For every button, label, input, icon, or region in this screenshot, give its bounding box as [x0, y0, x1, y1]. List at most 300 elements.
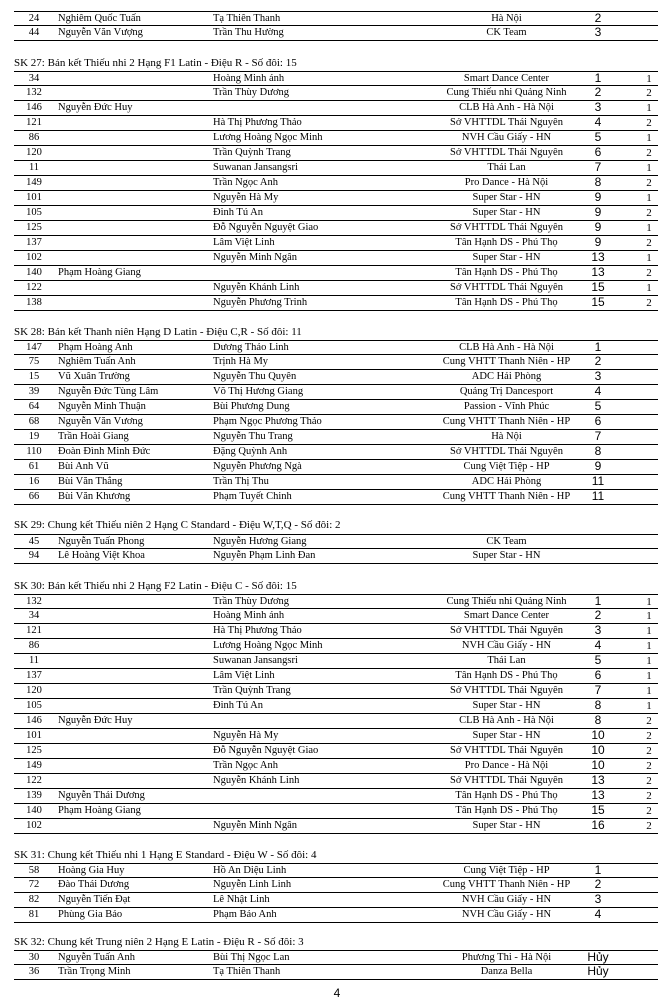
section-title: SK 32: Chung kết Trung niên 2 Hạng E Latin - Điệu R - Số đôi: 3 — [14, 936, 304, 948]
club-name: Pro Dance - Hà Nội — [464, 177, 549, 188]
rank: 7 — [594, 160, 602, 174]
female-dancer-name: Lương Hoàng Ngọc Minh — [213, 640, 323, 651]
couple-number: 105 — [26, 207, 42, 218]
female-dancer-name: Đặng Quỳnh Anh — [213, 446, 288, 457]
group-number: 2 — [646, 790, 652, 802]
male-dancer-name: Bùi Anh Vũ — [58, 461, 109, 472]
club-name: Cung VHTT Thanh Niên - HP — [442, 356, 571, 367]
female-dancer-name: Hà Thị Phương Thảo — [213, 117, 302, 128]
table-row — [14, 266, 658, 281]
group-number: 2 — [646, 805, 652, 817]
male-dancer-name: Nghiêm Tuấn Anh — [58, 356, 136, 367]
group-number: 1 — [646, 282, 652, 294]
table-row — [14, 759, 658, 774]
female-dancer-name: Trần Thị Thu — [213, 476, 269, 487]
table-row — [14, 684, 658, 699]
female-dancer-name: Nguyễn Thu Trang — [213, 431, 293, 442]
section-title: SK 31: Chung kết Thiếu nhi 1 Hạng E Standard - Điệu W - Số đôi: 4 — [14, 849, 317, 861]
group-number: 1 — [646, 700, 652, 712]
table-row — [14, 624, 658, 639]
male-dancer-name: Nguyễn Đức Huy — [58, 102, 133, 113]
couple-number: 122 — [26, 775, 42, 786]
rank: 3 — [594, 892, 602, 906]
rank: 9 — [594, 235, 602, 249]
club-name: CLB Hà Anh - Hà Nội — [459, 102, 554, 113]
rank: 9 — [594, 459, 602, 473]
couple-number: 34 — [28, 610, 40, 621]
table-row — [14, 445, 658, 460]
rank: 11 — [591, 474, 605, 488]
female-dancer-name: Đinh Tú An — [213, 207, 263, 218]
couple-number: 66 — [28, 491, 40, 502]
club-name: Super Star - HN — [472, 192, 541, 203]
rank: 15 — [591, 295, 605, 309]
couple-number: 39 — [28, 386, 40, 397]
rank: 3 — [594, 100, 602, 114]
female-dancer-name: Trần Thùy Dương — [213, 87, 290, 98]
group-number: 2 — [646, 730, 652, 742]
female-dancer-name: Trần Ngọc Anh — [213, 760, 278, 771]
male-dancer-name: Phạm Hoàng Giang — [58, 805, 141, 816]
group-number: 1 — [646, 670, 652, 682]
rank: 8 — [594, 175, 602, 189]
male-dancer-name: Phạm Hoàng Anh — [58, 342, 133, 353]
club-name: Cung VHTT Thanh Niên - HP — [442, 879, 571, 890]
couple-number: 102 — [26, 252, 42, 263]
couple-number: 34 — [28, 73, 40, 84]
rank: Hủy — [587, 964, 609, 978]
club-name: Sở VHTTDL Thái Nguyên — [450, 685, 563, 696]
couple-number: 102 — [26, 820, 42, 831]
female-dancer-name: Trần Thùy Dương — [213, 596, 290, 607]
couple-number: 121 — [26, 117, 42, 128]
club-name: Super Star - HN — [472, 820, 541, 831]
section-title: SK 29: Chung kết Thiếu niên 2 Hạng C Standard - Điệu W,T,Q - Số đôi: 2 — [14, 519, 341, 531]
couple-number: 94 — [28, 550, 40, 561]
male-dancer-name: Nguyễn Văn Vượng — [58, 27, 143, 38]
club-name: Sở VHTTDL Thái Nguyên — [450, 282, 563, 293]
couple-number: 15 — [28, 371, 40, 382]
rank: 13 — [591, 788, 605, 802]
table-row — [14, 161, 658, 176]
rank: 9 — [594, 190, 602, 204]
table-row — [14, 804, 658, 819]
table-row — [14, 789, 658, 804]
female-dancer-name: Nguyễn Thu Quyên — [213, 371, 297, 382]
rank: 2 — [594, 608, 602, 622]
couple-number: 140 — [26, 805, 42, 816]
male-dancer-name: Trần Trọng Minh — [58, 966, 131, 977]
rank: 10 — [591, 743, 605, 757]
female-dancer-name: Nguyễn Hà My — [213, 730, 279, 741]
section-title: SK 27: Bán kết Thiếu nhi 2 Hạng F1 Latin - Điệu R - Số đôi: 15 — [14, 57, 297, 69]
rank: Hủy — [587, 950, 609, 964]
couple-number: 86 — [28, 132, 40, 143]
club-name: Sở VHTTDL Thái Nguyên — [450, 745, 563, 756]
rank: 13 — [591, 773, 605, 787]
group-number: 1 — [646, 192, 652, 204]
club-name: Smart Dance Center — [463, 73, 550, 84]
page-number: 4 — [333, 986, 341, 1000]
female-dancer-name: Hà Thị Phương Thảo — [213, 625, 302, 636]
club-name: Super Star - HN — [472, 730, 541, 741]
couple-number: 120 — [26, 685, 42, 696]
table-row — [14, 950, 658, 965]
rank: 9 — [594, 205, 602, 219]
table-row — [14, 206, 658, 221]
couple-number: 11 — [28, 162, 40, 173]
couple-number: 105 — [26, 700, 42, 711]
table-row — [14, 251, 658, 266]
rank: 7 — [594, 683, 602, 697]
table-row — [14, 699, 658, 714]
group-number: 1 — [646, 625, 652, 637]
table-row — [14, 609, 658, 624]
group-number: 2 — [646, 207, 652, 219]
rank: 2 — [594, 11, 602, 25]
couple-number: 146 — [26, 715, 42, 726]
rank: 7 — [594, 429, 602, 443]
table-row — [14, 236, 658, 251]
group-number: 2 — [646, 177, 652, 189]
couple-number: 137 — [26, 237, 42, 248]
club-name: Super Star - HN — [472, 550, 541, 561]
couple-number: 146 — [26, 102, 42, 113]
club-name: NVH Cầu Giấy - HN — [461, 132, 552, 143]
club-name: CK Team — [486, 27, 527, 38]
club-name: Quảng Trị Dancesport — [459, 386, 554, 397]
couple-number: 147 — [26, 342, 42, 353]
couple-number: 82 — [28, 894, 40, 905]
female-dancer-name: Nguyễn Phạm Linh Đan — [213, 550, 316, 561]
club-name: CLB Hà Anh - Hà Nội — [459, 342, 554, 353]
female-dancer-name: Nguyễn Phương Ngà — [213, 461, 302, 472]
couple-number: 11 — [28, 655, 40, 666]
female-dancer-name: Nguyễn Phương Trinh — [213, 297, 308, 308]
group-number: 2 — [646, 297, 652, 309]
club-name: Sở VHTTDL Thái Nguyên — [450, 446, 563, 457]
female-dancer-name: Nguyễn Minh Ngân — [213, 820, 297, 831]
female-dancer-name: Hồ An Diệu Linh — [213, 865, 287, 876]
rank: 4 — [594, 907, 602, 921]
couple-number: 137 — [26, 670, 42, 681]
female-dancer-name: Lâm Việt Linh — [213, 670, 275, 681]
female-dancer-name: Phạm Tuyết Chinh — [213, 491, 292, 502]
rank: 1 — [594, 594, 602, 608]
group-number: 2 — [646, 775, 652, 787]
male-dancer-name: Bùi Văn Khương — [58, 491, 131, 502]
club-name: Cung Việt Tiệp - HP — [463, 865, 550, 876]
club-name: Cung VHTT Thanh Niên - HP — [442, 416, 571, 427]
club-name: Hà Nội — [491, 431, 522, 442]
rank: 6 — [594, 414, 602, 428]
male-dancer-name: Nguyễn Đức Huy — [58, 715, 133, 726]
male-dancer-name: Phùng Gia Bảo — [58, 909, 123, 920]
rank: 4 — [594, 638, 602, 652]
female-dancer-name: Trần Quỳnh Trang — [213, 685, 291, 696]
section-title: SK 30: Bán kết Thiếu nhi 2 Hạng F2 Latin - Điệu C - Số đôi: 15 — [14, 580, 297, 592]
table-row — [14, 654, 658, 669]
female-dancer-name: Hoàng Minh ánh — [213, 610, 285, 621]
club-name: Hà Nội — [491, 13, 522, 24]
female-dancer-name: Suwanan Jansangsri — [213, 655, 298, 666]
male-dancer-name: Lê Hoàng Việt Khoa — [58, 550, 145, 561]
rank: 10 — [591, 728, 605, 742]
couple-number: 122 — [26, 282, 42, 293]
table-row — [14, 639, 658, 654]
couple-number: 140 — [26, 267, 42, 278]
club-name: Phương Thi - Hà Nội — [461, 952, 552, 963]
club-name: Pro Dance - Hà Nội — [464, 760, 549, 771]
couple-number: 58 — [28, 865, 40, 876]
table-row — [14, 296, 658, 311]
rank: 5 — [594, 653, 602, 667]
female-dancer-name: Trịnh Hà My — [213, 356, 269, 367]
group-number: 1 — [646, 162, 652, 174]
rank: 2 — [594, 877, 602, 891]
club-name: Cung Thiếu nhi Quảng Ninh — [446, 596, 567, 607]
club-name: Tân Hạnh DS - Phú Thọ — [455, 670, 558, 681]
couple-number: 61 — [28, 461, 40, 472]
rank: 2 — [594, 354, 602, 368]
female-dancer-name: Nguyễn Hương Giang — [213, 536, 307, 547]
group-number: 1 — [646, 73, 652, 85]
couple-number: 64 — [28, 401, 40, 412]
male-dancer-name: Vũ Xuân Trường — [58, 371, 130, 382]
rank: 15 — [591, 803, 605, 817]
table-row — [14, 594, 658, 609]
group-number: 2 — [646, 820, 652, 832]
rank: 15 — [591, 280, 605, 294]
rank: 8 — [594, 444, 602, 458]
couple-number: 86 — [28, 640, 40, 651]
table-row — [14, 221, 658, 236]
couple-number: 68 — [28, 416, 40, 427]
club-name: CLB Hà Anh - Hà Nội — [459, 715, 554, 726]
club-name: Sở VHTTDL Thái Nguyên — [450, 775, 563, 786]
male-dancer-name: Nguyễn Đức Tùng Lâm — [58, 386, 159, 397]
table-row — [14, 116, 658, 131]
couple-number: 139 — [26, 790, 42, 801]
club-name: Tân Hạnh DS - Phú Thọ — [455, 267, 558, 278]
club-name: Super Star - HN — [472, 207, 541, 218]
couple-number: 72 — [28, 879, 40, 890]
rank: 9 — [594, 220, 602, 234]
rank: 8 — [594, 698, 602, 712]
table-row — [14, 415, 658, 430]
table-row — [14, 176, 658, 191]
group-number: 1 — [646, 640, 652, 652]
club-name: Sở VHTTDL Thái Nguyên — [450, 147, 563, 158]
table-row — [14, 744, 658, 759]
group-number: 1 — [646, 222, 652, 234]
table-row — [14, 400, 658, 415]
club-name: NVH Cầu Giấy - HN — [461, 909, 552, 920]
male-dancer-name: Phạm Hoàng Giang — [58, 267, 141, 278]
female-dancer-name: Trần Quỳnh Trang — [213, 147, 291, 158]
female-dancer-name: Đinh Tú An — [213, 700, 263, 711]
couple-number: 101 — [26, 730, 42, 741]
female-dancer-name: Lê Nhật Linh — [213, 894, 270, 905]
couple-number: 16 — [28, 476, 40, 487]
club-name: Sở VHTTDL Thái Nguyên — [450, 222, 563, 233]
club-name: Smart Dance Center — [463, 610, 550, 621]
table-row — [14, 475, 658, 490]
female-dancer-name: Tạ Thiên Thanh — [213, 966, 281, 977]
table-row — [14, 26, 658, 41]
table-row — [14, 11, 658, 26]
male-dancer-name: Đoàn Đình Minh Đức — [58, 446, 151, 457]
club-name: ADC Hải Phòng — [471, 371, 542, 382]
rank: 3 — [594, 25, 602, 39]
female-dancer-name: Nguyễn Minh Ngân — [213, 252, 297, 263]
couple-number: 110 — [26, 446, 42, 457]
female-dancer-name: Bùi Thị Ngọc Lan — [213, 952, 290, 963]
table-row — [14, 714, 658, 729]
female-dancer-name: Dương Thảo Linh — [213, 342, 289, 353]
table-row — [14, 370, 658, 385]
table-row — [14, 819, 658, 834]
club-name: Tân Hạnh DS - Phú Thọ — [455, 790, 558, 801]
female-dancer-name: Suwanan Jansangsri — [213, 162, 298, 173]
club-name: Tân Hạnh DS - Phú Thọ — [455, 805, 558, 816]
male-dancer-name: Hoàng Gia Huy — [58, 865, 125, 876]
table-row — [14, 893, 658, 908]
male-dancer-name: Đào Thái Dương — [58, 879, 130, 890]
female-dancer-name: Bùi Phương Dung — [213, 401, 290, 412]
group-number: 1 — [646, 596, 652, 608]
group-number: 2 — [646, 745, 652, 757]
male-dancer-name: Nguyễn Tuấn Anh — [58, 952, 136, 963]
couple-number: 101 — [26, 192, 42, 203]
club-name: Cung VHTT Thanh Niên - HP — [442, 491, 571, 502]
group-number: 1 — [646, 102, 652, 114]
club-name: Super Star - HN — [472, 252, 541, 263]
group-number: 1 — [646, 685, 652, 697]
club-name: Sở VHTTDL Thái Nguyên — [450, 625, 563, 636]
couple-number: 132 — [26, 87, 42, 98]
couple-number: 75 — [28, 356, 40, 367]
female-dancer-name: Nguyễn Khánh Linh — [213, 775, 300, 786]
table-row — [14, 549, 658, 564]
group-number: 1 — [646, 655, 652, 667]
table-row — [14, 774, 658, 789]
rank: 13 — [591, 265, 605, 279]
table-row — [14, 101, 658, 116]
club-name: NVH Cầu Giấy - HN — [461, 894, 552, 905]
male-dancer-name: Nguyễn Tuấn Phong — [58, 536, 145, 547]
rank: 6 — [594, 668, 602, 682]
rank: 1 — [594, 863, 602, 877]
club-name: NVH Cầu Giấy - HN — [461, 640, 552, 651]
group-number: 2 — [646, 267, 652, 279]
table-row — [14, 669, 658, 684]
female-dancer-name: Trần Thu Hường — [213, 27, 284, 38]
group-number: 2 — [646, 760, 652, 772]
couple-number: 149 — [26, 760, 42, 771]
male-dancer-name: Nghiêm Quốc Tuấn — [58, 13, 141, 24]
couple-number: 149 — [26, 177, 42, 188]
table-row — [14, 965, 658, 980]
female-dancer-name: Lương Hoàng Ngọc Minh — [213, 132, 323, 143]
group-number: 1 — [646, 610, 652, 622]
rank: 2 — [594, 85, 602, 99]
club-name: Sở VHTTDL Thái Nguyên — [450, 117, 563, 128]
rank: 11 — [591, 489, 605, 503]
couple-number: 44 — [28, 27, 40, 38]
female-dancer-name: Nguyễn Linh Linh — [213, 879, 292, 890]
rank: 4 — [594, 115, 602, 129]
couple-number: 45 — [28, 536, 40, 547]
couple-number: 19 — [28, 431, 40, 442]
couple-number: 24 — [28, 13, 40, 24]
table-row — [14, 460, 658, 475]
couple-number: 121 — [26, 625, 42, 636]
group-number: 1 — [646, 132, 652, 144]
rank: 1 — [594, 340, 602, 354]
male-dancer-name: Trần Hoài Giang — [58, 431, 129, 442]
club-name: Cung Việt Tiệp - HP — [463, 461, 550, 472]
male-dancer-name: Nguyễn Minh Thuận — [58, 401, 146, 412]
couple-number: 125 — [26, 745, 42, 756]
rank: 1 — [594, 71, 602, 85]
female-dancer-name: Phạm Ngọc Phương Thảo — [213, 416, 322, 427]
club-name: ADC Hải Phòng — [471, 476, 542, 487]
group-number: 2 — [646, 87, 652, 99]
female-dancer-name: Lâm Việt Linh — [213, 237, 275, 248]
table-row — [14, 146, 658, 161]
rank: 4 — [594, 384, 602, 398]
table-row — [14, 281, 658, 296]
table-row — [14, 191, 658, 206]
table-row — [14, 355, 658, 370]
table-row — [14, 490, 658, 505]
section-title: SK 28: Bán kết Thanh niên Hạng D Latin - Điệu C,R - Số đôi: 11 — [14, 326, 302, 338]
female-dancer-name: Đỗ Nguyễn Nguyệt Giao — [213, 745, 319, 756]
couple-number: 30 — [28, 952, 40, 963]
couple-number: 120 — [26, 147, 42, 158]
group-number: 2 — [646, 237, 652, 249]
club-name: Thái Lan — [487, 655, 526, 666]
table-row — [14, 863, 658, 878]
couple-number: 125 — [26, 222, 42, 233]
couple-number: 81 — [28, 909, 40, 920]
rank: 5 — [594, 399, 602, 413]
male-dancer-name: Nguyễn Tiến Đạt — [58, 894, 131, 905]
male-dancer-name: Nguyễn Thái Dương — [58, 790, 145, 801]
table-row — [14, 86, 658, 101]
table-row — [14, 729, 658, 744]
table-row — [14, 131, 658, 146]
table-row — [14, 430, 658, 445]
female-dancer-name: Phạm Bảo Anh — [213, 909, 277, 920]
couple-number: 132 — [26, 596, 42, 607]
couple-number: 138 — [26, 297, 42, 308]
female-dancer-name: Võ Thị Hương Giang — [213, 386, 304, 397]
female-dancer-name: Đỗ Nguyễn Nguyệt Giao — [213, 222, 319, 233]
club-name: CK Team — [486, 536, 527, 547]
male-dancer-name: Bùi Văn Thắng — [58, 476, 123, 487]
rank: 10 — [591, 758, 605, 772]
club-name: Super Star - HN — [472, 700, 541, 711]
female-dancer-name: Hoàng Minh ánh — [213, 73, 285, 84]
table-row — [14, 878, 658, 893]
table-row — [14, 908, 658, 923]
female-dancer-name: Nguyễn Khánh Linh — [213, 282, 300, 293]
group-number: 1 — [646, 252, 652, 264]
rank: 5 — [594, 130, 602, 144]
club-name: Danza Bella — [480, 966, 533, 977]
